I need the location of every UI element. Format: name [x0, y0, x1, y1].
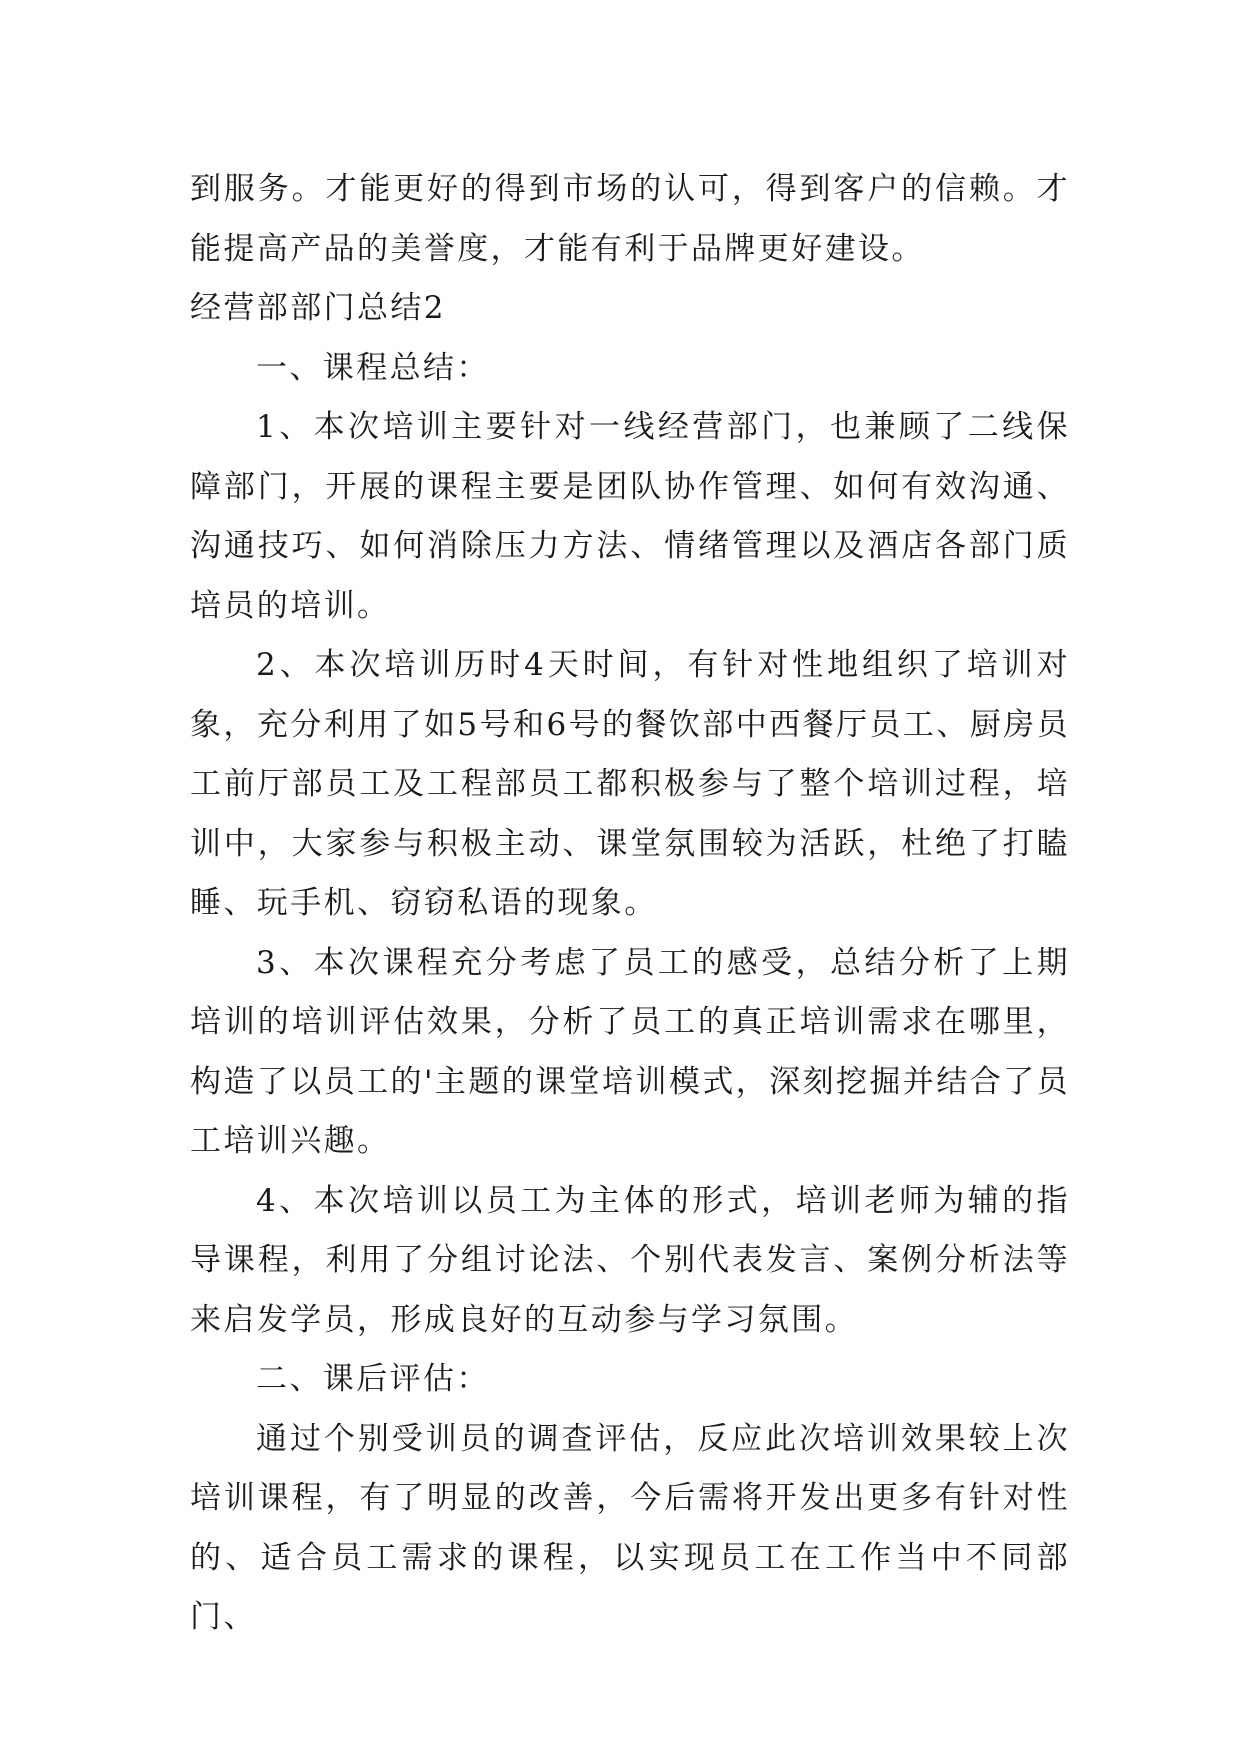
section-title: 经营部部门总结2	[190, 290, 446, 326]
continuation-paragraph: 到服务。才能更好的得到市场的认可，得到客户的信赖。才能提高产品的美誉度，才能有利于品牌更好建设。	[190, 171, 1070, 267]
item-2-paragraph: 2、本次培训历时4天时间，有针对性地组织了培训对象，充分利用了如5号和6号的餐饮部中西餐厅员工、厨房员工前厅部员工及工程部员工都积极参与了整个培训过程，培训中，大家参与积极主动、课堂氛围较为活跃，杜绝了打瞌睡、玩手机、窃窃私语的现象。	[190, 647, 1070, 921]
part2-heading: 二、课后评估：	[256, 1361, 490, 1397]
document-body	[190, 160, 1070, 1648]
item-4-paragraph: 4、本次培训以员工为主体的形式，培训老师为辅的指导课程，利用了分组讨论法、个别代表发言、案例分析法等来启发学员，形成良好的互动参与学习氛围。	[190, 1182, 1070, 1338]
evaluation-paragraph: 通过个别受训员的调查评估，反应此次培训效果较上次培训课程，有了明显的改善，今后需将开发出更多有针对性的、适合员工需求的课程，以实现员工在工作当中不同部门、	[190, 1420, 1070, 1635]
part1-heading: 一、课程总结：	[256, 349, 490, 386]
item-3-paragraph: 3、本次课程充分考虑了员工的感受，总结分析了上期培训的培训评估效果，分析了员工的真正培训需求在哪里，构造了以员工的'主题的课堂培训模式，深刻挖掘并结合了员工培训兴趣。	[190, 944, 1070, 1159]
item-1-paragraph: 1、本次培训主要针对一线经营部门，也兼顾了二线保障部门，开展的课程主要是团队协作管理、如何有效沟通、沟通技巧、如何消除压力方法、情绪管理以及酒店各部门质培员的培训。	[190, 409, 1070, 624]
